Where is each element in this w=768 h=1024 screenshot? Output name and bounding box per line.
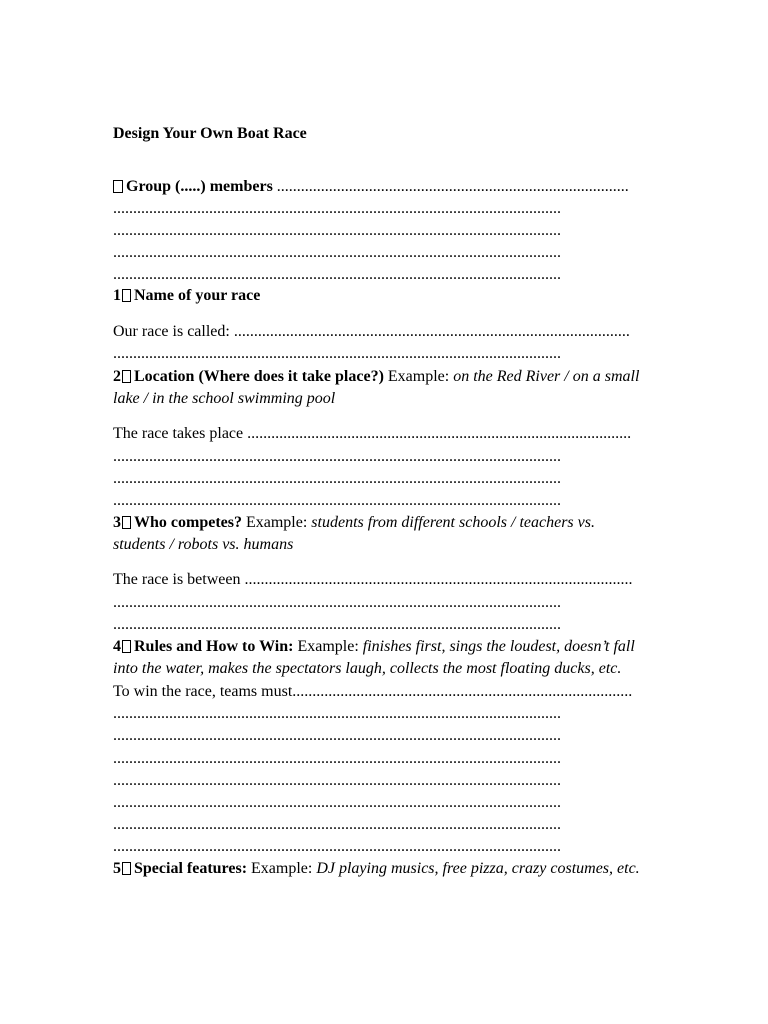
- section-number: 3: [113, 514, 121, 531]
- section-1-prompt: Our race is called: ...................................................................................................: [113, 323, 630, 340]
- section-title: Name of your race: [134, 287, 261, 304]
- example-text: into the water, makes the spectators laugh, collects the most floating ducks, etc.: [113, 660, 622, 677]
- section-4-heading: [113, 637, 653, 657]
- example-label: Example:: [245, 514, 308, 531]
- section-3-prompt: The race is between .................................................................................................: [113, 571, 633, 588]
- section-number: 1: [113, 287, 121, 304]
- section-number: 4: [113, 638, 121, 655]
- answer-line: ................................................................................................................: [113, 816, 561, 833]
- answer-line: ................................................................................................................: [113, 838, 561, 855]
- section-2-heading: [113, 367, 653, 387]
- example-label: Example:: [297, 638, 359, 655]
- section-number: 5: [113, 860, 121, 877]
- example-text: on the Red River / on a small: [453, 368, 640, 385]
- section-3-heading: [113, 513, 653, 533]
- example-label: Example:: [387, 368, 450, 385]
- section-5-heading: [113, 859, 653, 879]
- checkbox-icon: [122, 640, 131, 653]
- answer-line: ................................................................................................................: [113, 448, 561, 465]
- example-text: DJ playing musics, free pizza, crazy costumes, etc.: [316, 860, 640, 877]
- section-title: Location (Where does it take place?): [134, 368, 384, 385]
- section-number: 2: [113, 368, 121, 385]
- answer-line: ................................................................................................................: [113, 266, 561, 283]
- answer-line: ................................................................................................................: [113, 794, 561, 811]
- answer-line: ................................................................................................................: [113, 222, 561, 239]
- answer-line: ................................................................................................................: [113, 772, 561, 789]
- example-text: students from different schools / teachers vs.: [311, 514, 595, 531]
- answer-line: ................................................................................................................: [113, 727, 561, 744]
- example-text: lake / in the school swimming pool: [113, 390, 336, 407]
- answer-line: ................................................................................................................: [113, 470, 561, 487]
- section-title: Rules and How to Win:: [134, 638, 294, 655]
- section-1-heading: [113, 286, 653, 306]
- answer-line: ................................................................................................................: [113, 616, 561, 633]
- answer-line: ................................................................................................................: [113, 705, 561, 722]
- checkbox-icon: [122, 862, 131, 875]
- answer-line: ................................................................................................................: [113, 244, 561, 261]
- section-2-prompt: The race takes place ................................................................................................: [113, 425, 632, 442]
- checkbox-icon: [122, 370, 131, 383]
- group-members-label: Group (.....) members: [126, 178, 273, 195]
- section-4-prompt: To win the race, teams must.....................................................................................: [113, 683, 633, 700]
- section-title: Special features:: [134, 860, 248, 877]
- answer-line: ................................................................................................................: [113, 750, 561, 767]
- example-label: Example:: [251, 860, 313, 877]
- example-text: students / robots vs. humans: [113, 536, 294, 553]
- worksheet-title: Design Your Own Boat Race: [113, 125, 307, 142]
- checkbox-icon: [113, 180, 123, 193]
- group-dots: ........................................................................................: [276, 178, 629, 195]
- answer-line: ................................................................................................................: [113, 492, 561, 509]
- answer-line: ................................................................................................................: [113, 594, 561, 611]
- example-text: finishes first, sings the loudest, doesn’t fall: [362, 638, 635, 655]
- checkbox-icon: [122, 516, 131, 529]
- answer-line: ................................................................................................................: [113, 345, 561, 362]
- section-title: Who competes?: [134, 514, 242, 531]
- checkbox-icon: [122, 289, 131, 302]
- answer-line: ................................................................................................................: [113, 200, 561, 217]
- group-members-row: [113, 177, 653, 197]
